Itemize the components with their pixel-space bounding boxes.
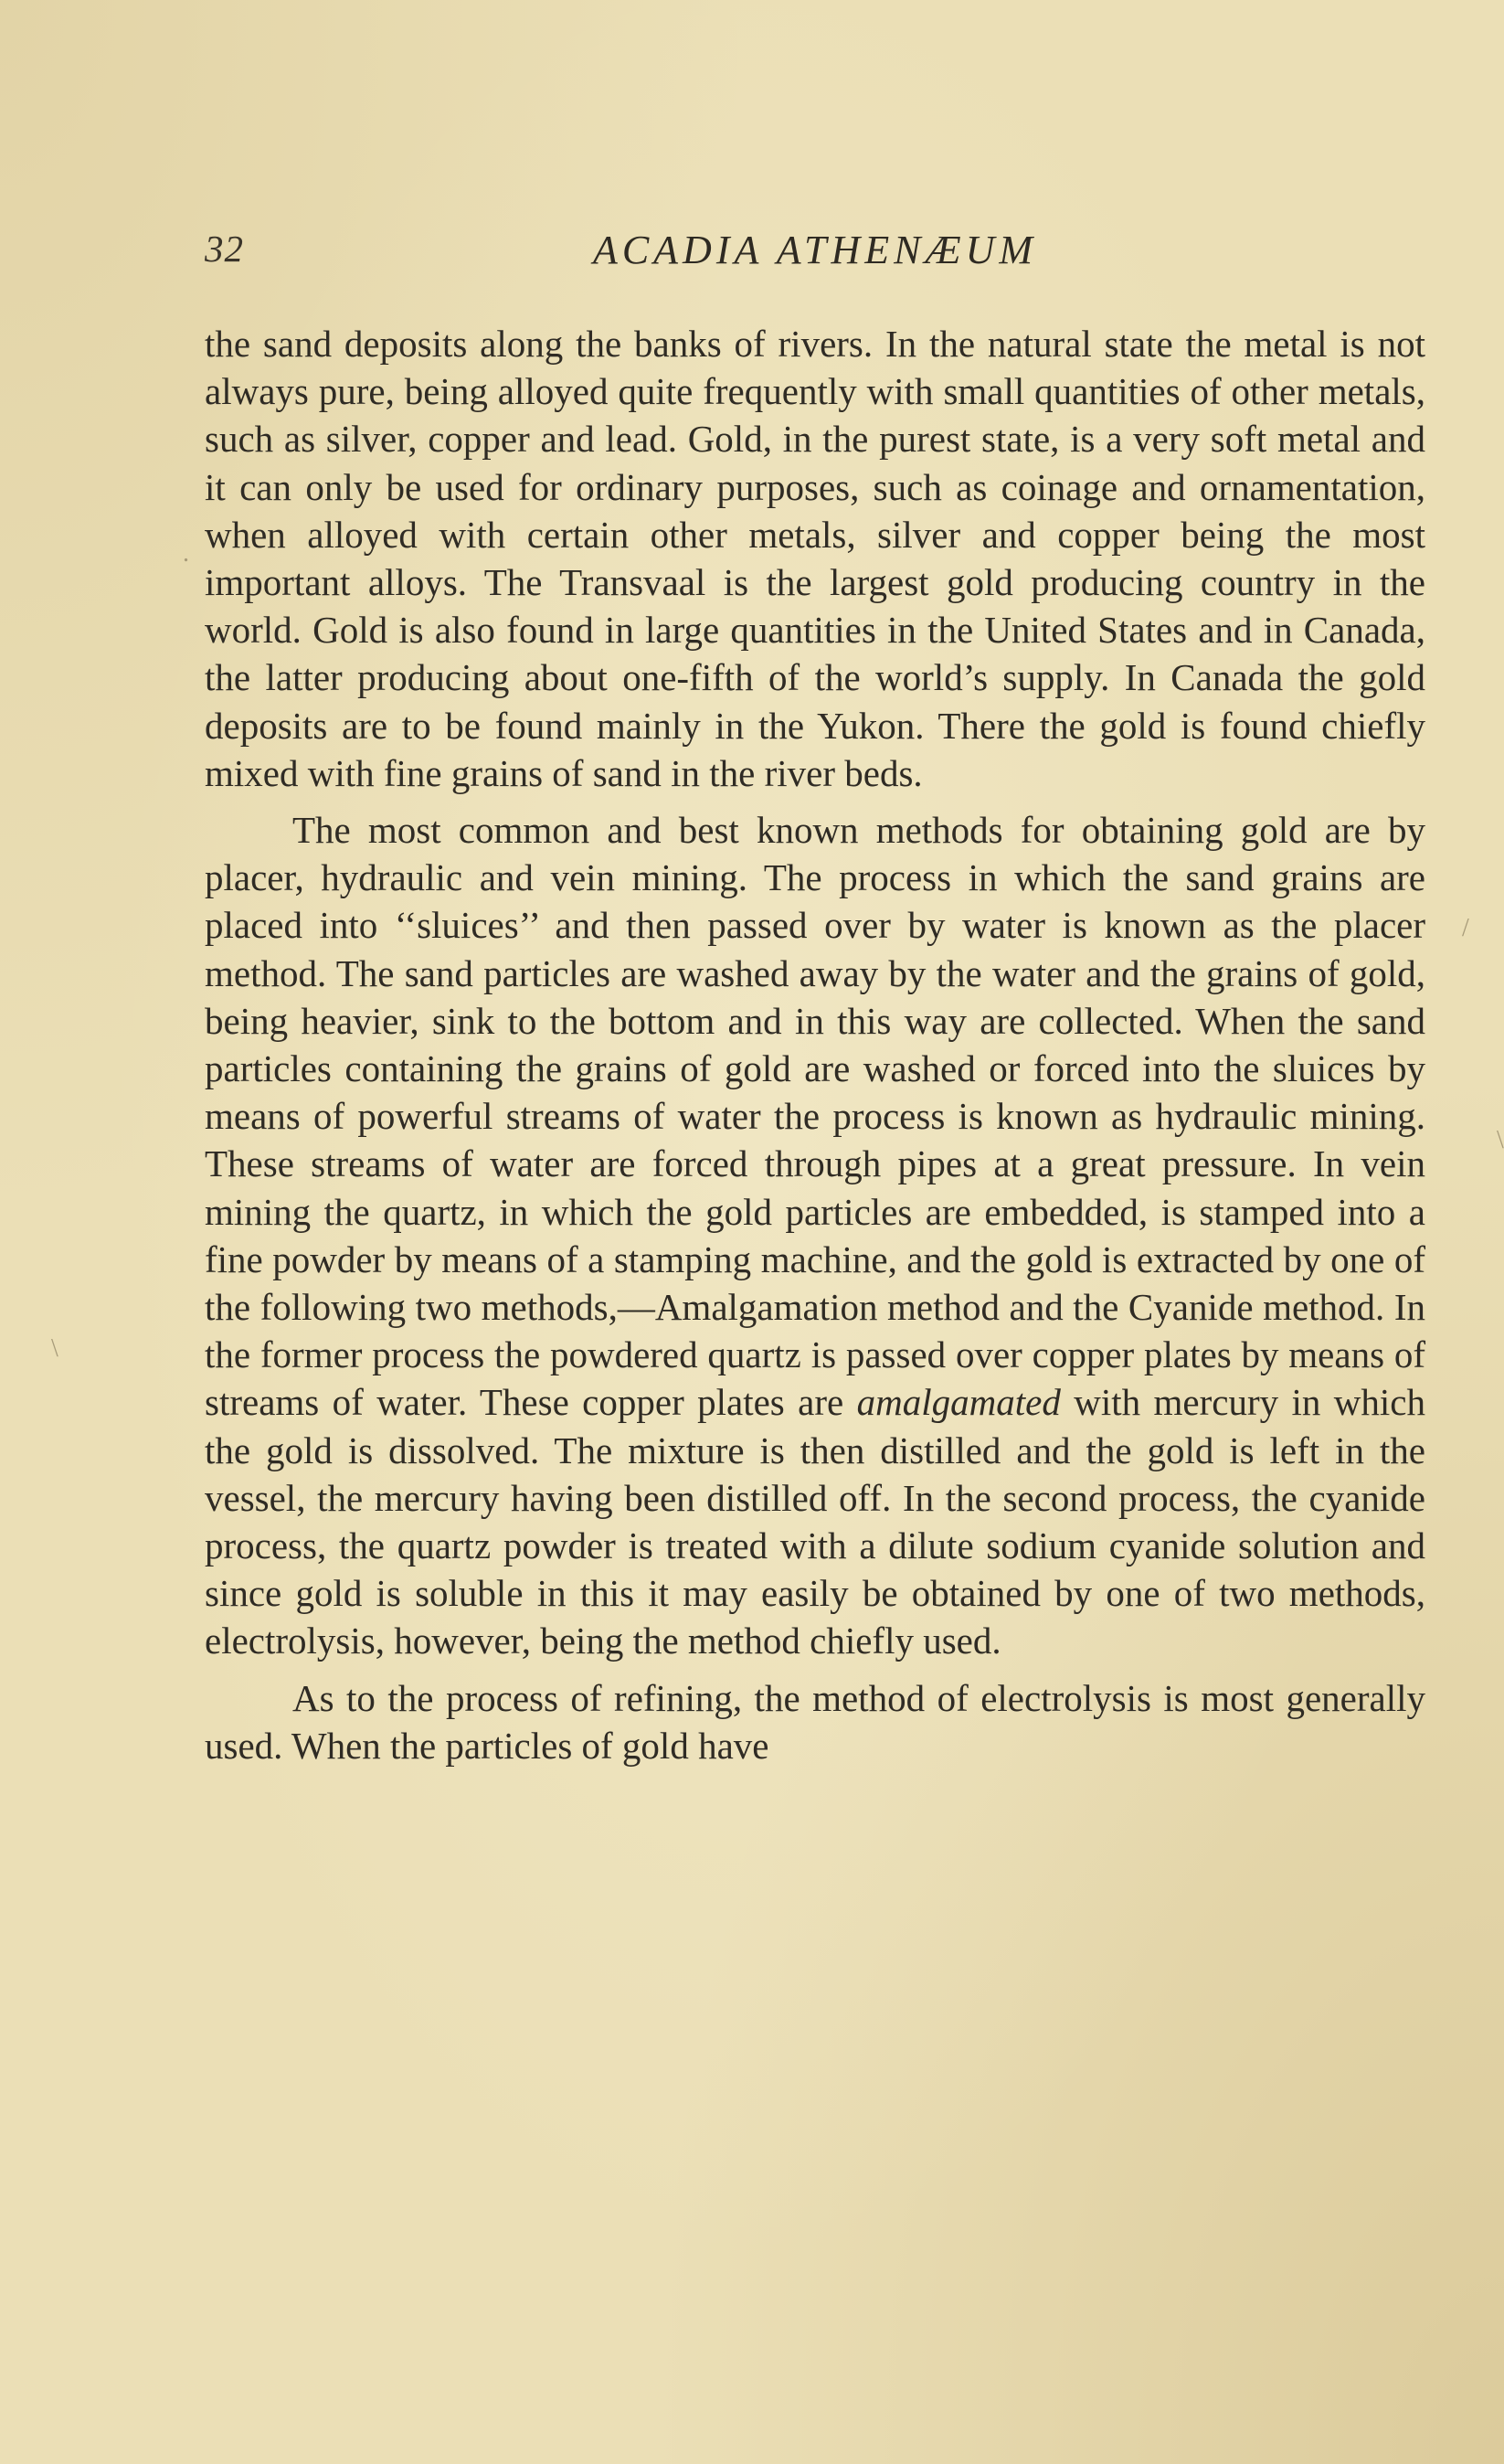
paragraph-text-segment: The most common and best known methods for obtaining gold are by placer, hydraulic and vein mining. The process in which the sand grains are placed into ‘‘sluices’’ and then passed over by water is known as the placer method. The sand particles are washed away by the water and the grains of gold, being heavier, sink to the bottom and in this way are collected. When the sand particles containing the grains of gold are washed or forced into the sluices by means of powerful streams of water the process is known as hydraulic mining. These streams of water are forced through pipes at a great pressure. In vein mining the quartz, in which the gold particles are embedded, is stamped into a fine powder by means of a stamping machine, and the gold is extracted by one of the following two methods,—Amalgamation method and the Cyanide method. In the former process the powdered quartz is passed over copper plates by means of streams of water. These copper plates are: [205, 809, 1425, 1424]
margin-mark: .: [183, 539, 189, 568]
page-number: 32: [205, 228, 244, 270]
margin-mark: \: [1497, 1126, 1504, 1154]
paragraph-refining: As to the process of refining, the method of electrolysis is most generally used. When the particles of gold have: [205, 1676, 1425, 1767]
italic-term: amalgamated: [856, 1381, 1061, 1424]
paragraph-text-segment: with mercury in which the gold is dissolved. The mixture is then distilled and the gold is left in the vessel, the mercury having been distilled off. In the second process, the cyanide process, the quartz powder is treated with a dilute sodium cyanide solution and since gold is soluble in this it may easily be obtained by one of two methods, electrolysis, however, being the method chiefly used.: [205, 1381, 1426, 1662]
margin-mark: \: [51, 1334, 58, 1363]
running-head: [205, 227, 1425, 281]
paragraph-continued: the sand deposits along the banks of rivers. In the natural state the metal is not always pure, being alloyed quite frequently with small quantities of other metals, such as silver, copper and lead. Gold, in the purest state, is a very soft metal and it can only be used for ordinary purposes, such as coinage and ornamentation, when alloyed with certain other metals, silver and copper being the most important alloys. The Transvaal is the largest gold producing country in the world. Gold is also found in large quantities in the United States and in Canada, the latter producing about one-fifth of the world’s supply. In Canada the gold deposits are to be found mainly in the Yukon. There the gold is found chiefly mixed with fine grains of sand in the river beds.: [205, 323, 1425, 794]
journal-title: ACADIA ATHENÆUM: [592, 228, 1038, 272]
body-text: [205, 320, 1425, 1769]
paragraph-mining-methods: [205, 806, 1425, 1665]
margin-mark: /: [1462, 914, 1469, 942]
